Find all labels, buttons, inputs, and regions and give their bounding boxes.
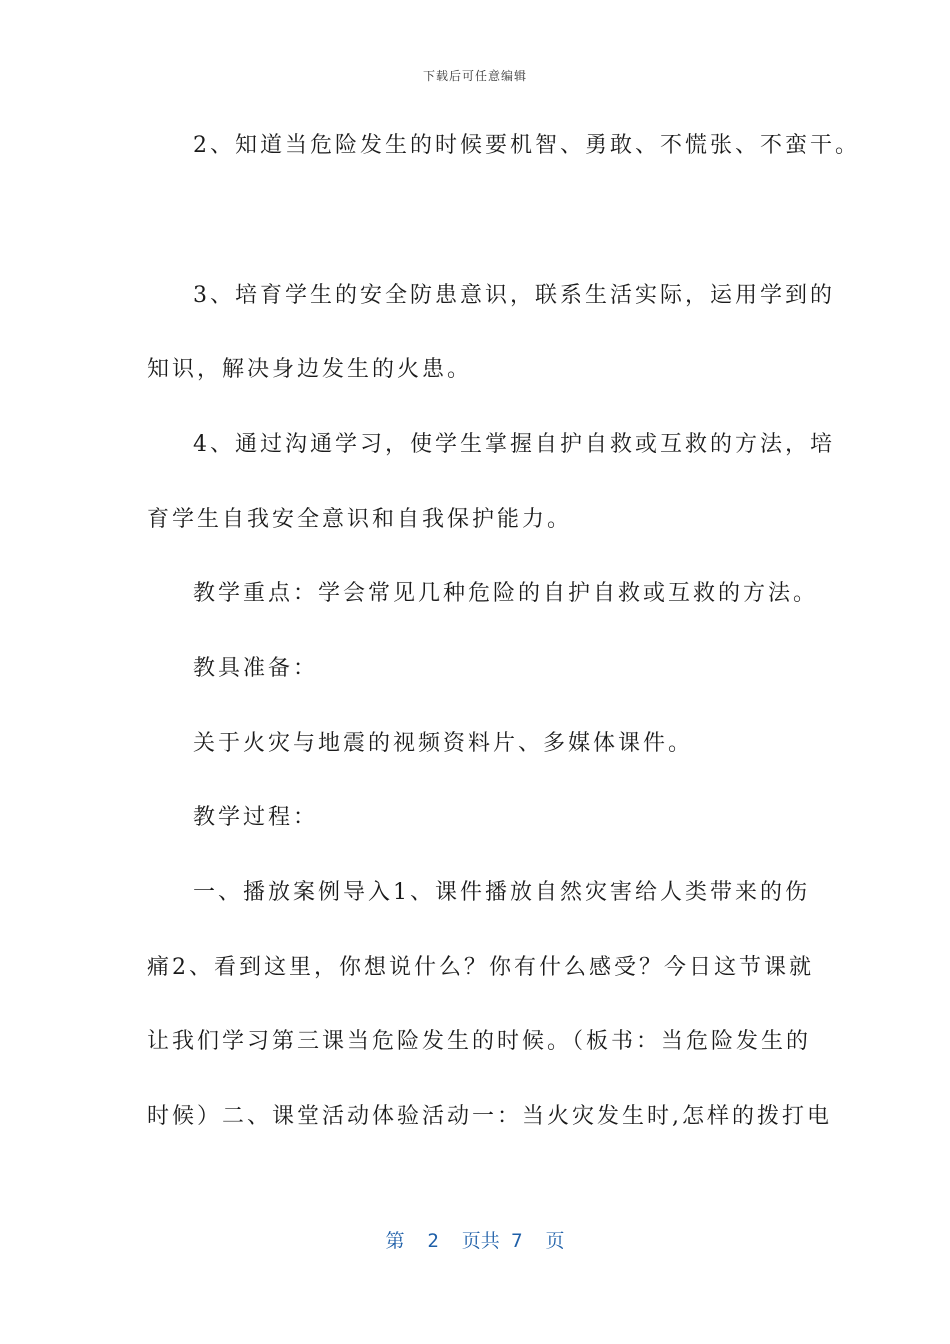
page-number-footer: 第 2 页共 7 页 [385,1230,565,1252]
paragraph-line: 教学过程： [193,805,319,830]
page-header-note: 下载后可任意编辑 [422,69,527,83]
paragraph-line: 育学生自我安全意识和自我保护能力。 [147,507,573,532]
paragraph-line: 时候）二、课堂活动体验活动一：当火灾发生时,怎样的拨打电 [147,1104,832,1129]
paragraph-line: 2、知道当危险发生的时候要机智、勇敢、不慌张、不蛮干。 [193,133,860,158]
paragraph-line: 3、培育学生的安全防患意识，联系生活实际，运用学到的 [193,283,835,308]
paragraph-line: 让我们学习第三课当危险发生的时候。（板书：当危险发生的 [147,1029,812,1054]
paragraph-line: 4、通过沟通学习，使学生掌握自护自救或互救的方法，培 [193,432,835,457]
paragraph-line: 关于火灾与地震的视频资料片、多媒体课件。 [193,731,694,756]
paragraph-line: 痛2、看到这里，你想说什么？你有什么感受？今日这节课就 [147,955,814,980]
paragraph-line: 一、播放案例导入1、课件播放自然灾害给人类带来的伤 [193,880,810,905]
paragraph-line: 知识，解决身边发生的火患。 [147,357,473,382]
paragraph-line: 教具准备： [193,656,319,681]
paragraph-line: 教学重点：学会常见几种危险的自护自救或互救的方法。 [193,581,819,606]
